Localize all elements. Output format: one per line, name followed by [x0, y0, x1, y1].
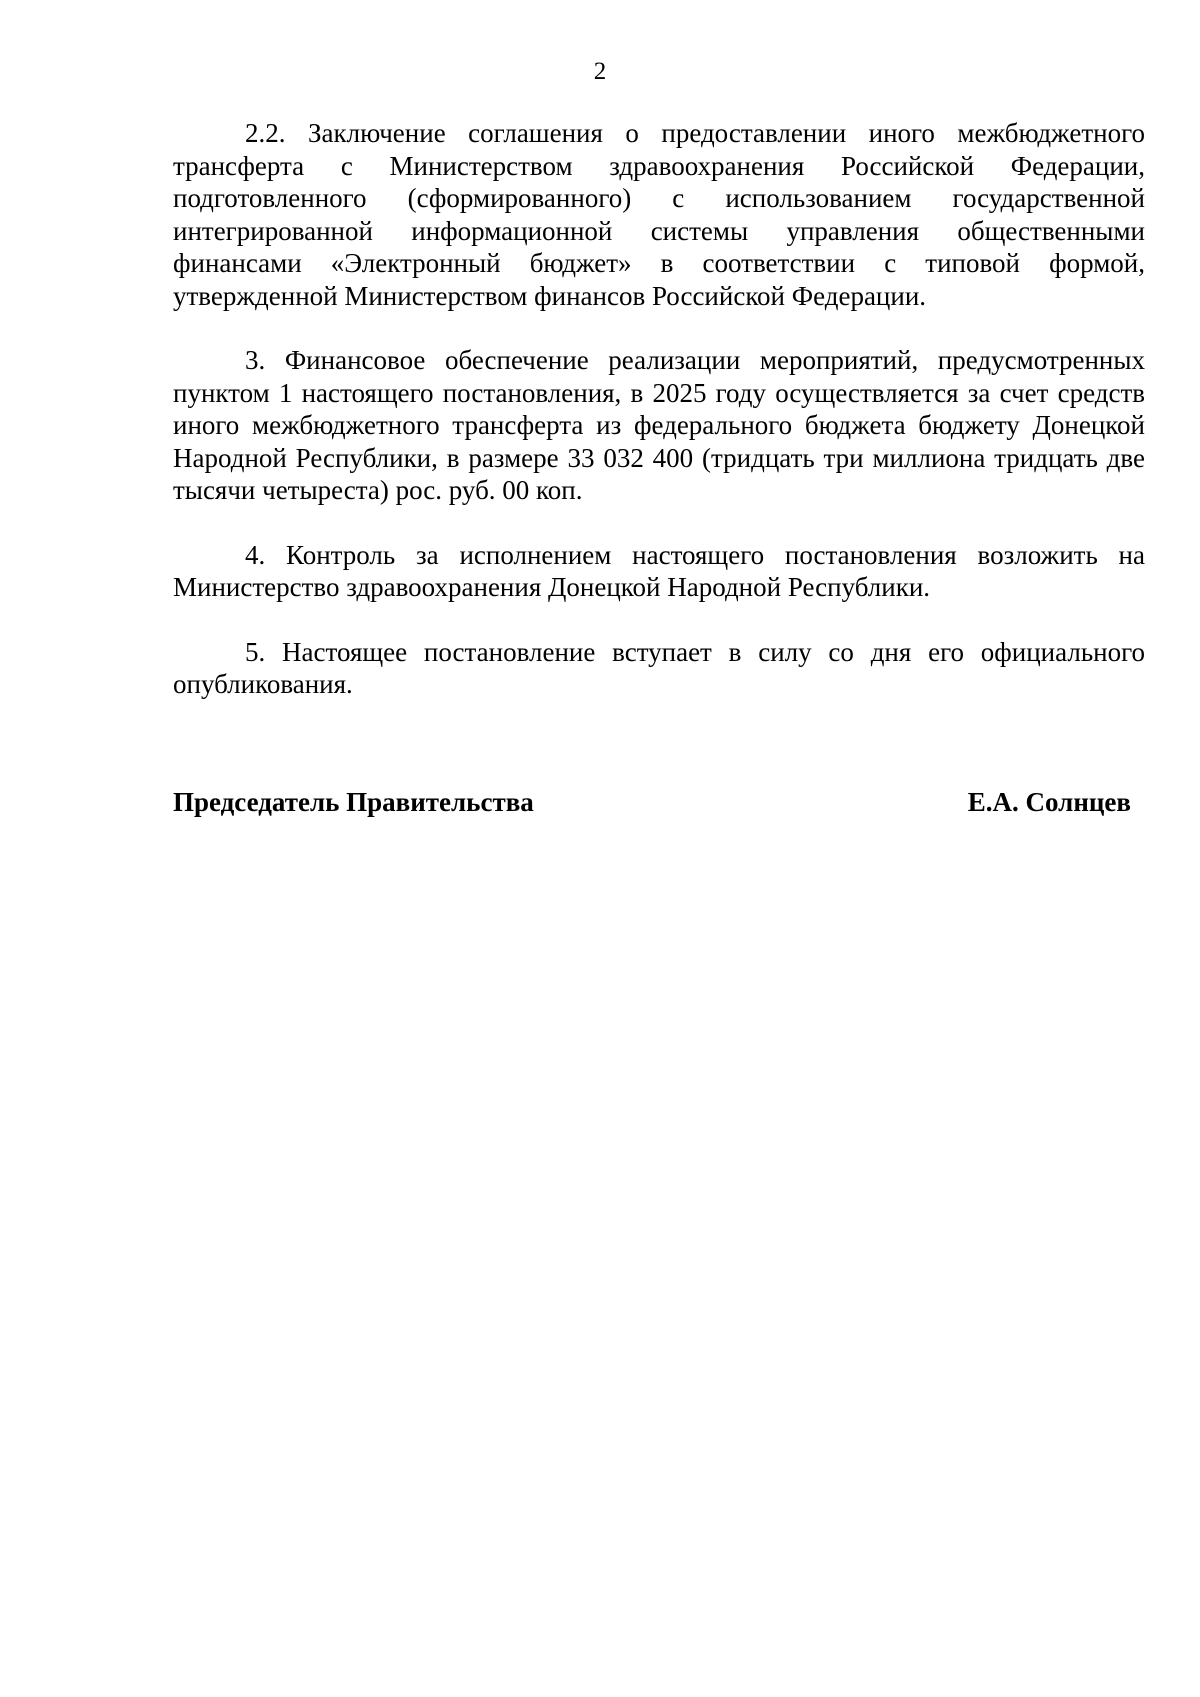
paragraph-2-2: 2.2. Заключение соглашения о предоставлении иного межбюджетного трансферта с Министерством здравоохранения Российской Федерации, подготовленного (сформированного) с использованием государственной интегрированной информационной системы управления общественными финансами «Электронный бюджет» в соответствии с типовой формой, утвержденной Министерством финансов Российской Федерации. [173, 118, 1145, 311]
signatory-position: Председатель Правительства [173, 787, 534, 817]
signature-block [173, 785, 1131, 819]
page-number: 2 [593, 58, 607, 85]
paragraph-4: 4. Контроль за исполнением настоящего постановления возложить на Министерство здравоохранения Донецкой Народной Республики. [173, 539, 1145, 602]
document-body [173, 117, 1145, 733]
paragraph-5: 5. Настоящее постановление вступает в силу со дня его официального опубликования. [173, 636, 1145, 699]
signatory-name: Е.А. Солнцев [967, 787, 1131, 817]
paragraph-3: 3. Финансовое обеспечение реализации мероприятий, предусмотренных пунктом 1 настоящего постановления, в 2025 году осуществляется за счет средств иного межбюджетного трансферта из федерального бюджета бюджету Донецкой Народной Республики, в размере 33 032 400 (тридцать три миллиона тридцать две тысячи четыреста) рос. руб. 00 коп. [173, 345, 1145, 505]
